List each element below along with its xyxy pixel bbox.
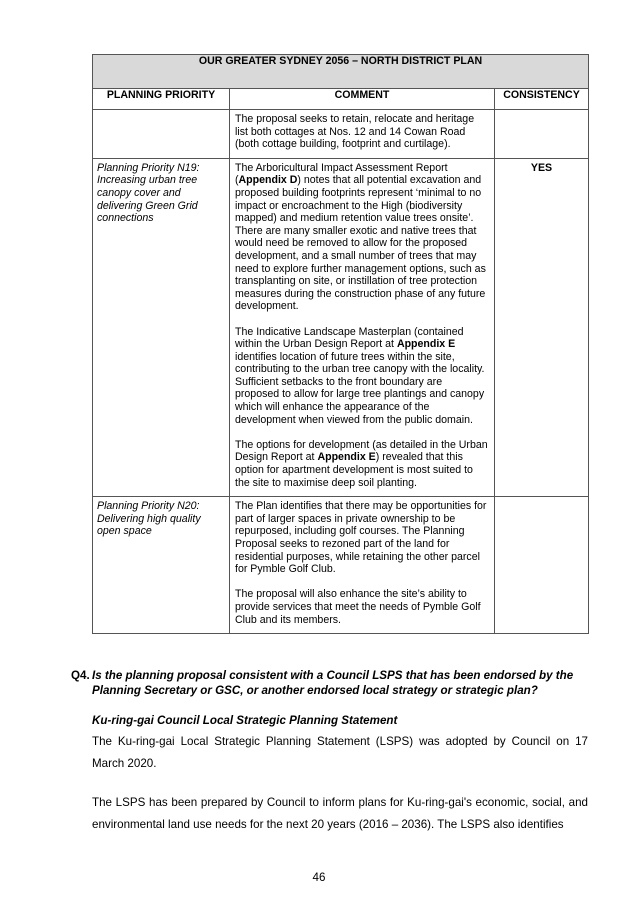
comment-text: The Indicative Landscape Masterplan (contained within the Urban Design Report at [235,325,464,351]
paragraph-adoption: The Ku-ring-gai Local Strategic Planning Statement (LSPS) was adopted by Council on 17 March 2020. [92,735,588,770]
header-planning-priority: PLANNING PRIORITY [93,89,230,110]
consistency-cell: YES [495,158,589,496]
consistency-cell [495,497,589,634]
planning-priority-cell [93,110,230,159]
comment-paragraph [235,500,489,576]
comment-paragraph [235,113,489,151]
comment-cell [230,497,495,634]
comment-text: ) revealed that this option for apartment development is most suited to the site to maximise deep soil planting. [235,451,473,489]
appendix-reference: Appendix E [317,451,376,464]
district-plan-table [92,54,589,634]
comment-paragraph [235,162,489,313]
comment-text: The Plan identifies that there may be opportunities for part of larger spaces in private ownership to be repurposed, including golf courses. The Planning Proposal seeks to rezoned part of the land for residential purposes, while retaining the other parcel for Pymble Golf Club. [235,500,487,576]
question-q4 [71,668,591,698]
table-body [93,110,589,634]
comment-paragraph [235,439,489,489]
comment-text: The Arboricultural Impact Assessment Report ( [235,161,448,187]
comment-text: The proposal seeks to retain, relocate and heritage list both cottages at Nos. 12 and 14 Cowan Road (both cottage building, footprint and curtilage). [235,113,475,151]
table-title: OUR GREATER SYDNEY 2056 – NORTH DISTRICT PLAN [93,55,589,89]
table-row [93,110,589,159]
header-comment: COMMENT [230,89,495,110]
paragraph-lsps-purpose: The LSPS has been prepared by Council to inform plans for Ku-ring-gai's economic, social, and environmental land use needs for the next 20 years (2016 – 2036). The LSPS also identifies [92,796,588,831]
comment-text: The proposal will also enhance the site’s ability to provide services that meet the needs of Pymble Golf Club and its members. [235,588,481,626]
question-text: Is the planning proposal consistent with a Council LSPS that has been endorsed by the Planning Secretary or GSC, or another endorsed local strategy or strategic plan? [92,669,574,697]
comment-cell [230,110,495,159]
subheading-lsps: Ku-ring-gai Council Local Strategic Planning Statement [92,714,398,727]
comment-text: The options for development (as detailed in the Urban Design Report at [235,438,488,464]
page-number: 46 [312,871,326,884]
comment-cell [230,158,495,496]
planning-priority-cell: Planning Priority N20: Delivering high quality open space [93,497,230,634]
appendix-reference: Appendix E [396,338,456,351]
comment-paragraph [235,326,489,427]
table-row [93,497,589,634]
question-number: Q4. [71,669,90,682]
table-row [93,158,589,496]
comment-text: identifies location of future trees within the site, contributing to the urban tree canopy with the locality. Sufficient setbacks to the front boundary are proposed to allow for large tree plantings and canopy which will enhance the appearance of the development when viewed from the public domain. [235,350,485,426]
comment-text: ) notes that all potential excavation and proposed building footprints represent ‘minimal to no impact or encroachment to the High (biodiversity mapped) and medium retention value trees onsite’. There are many smaller exotic and native trees that would need be removed to allow for the proposed development, and a small number of trees that may need to explore further management options, such as transplanting on site, or instillation of tree protection measures during the construction phase of any future development. [235,174,486,313]
header-consistency: CONSISTENCY [495,89,589,110]
consistency-cell [495,110,589,159]
appendix-reference: Appendix D [238,174,298,187]
planning-priority-cell: Planning Priority N19: Increasing urban tree canopy cover and delivering Green Grid connections [93,158,230,496]
comment-paragraph [235,588,489,626]
